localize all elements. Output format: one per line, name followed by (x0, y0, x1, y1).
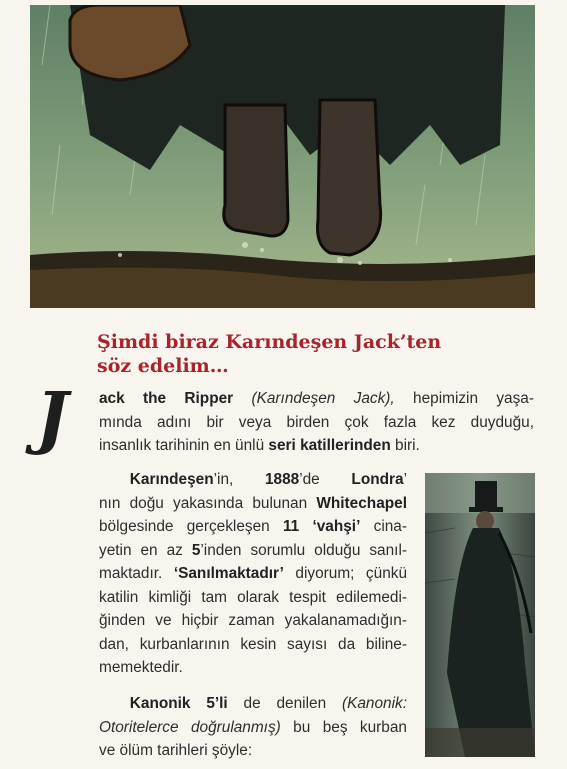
comic-illustration-side (425, 473, 535, 757)
italic-text: (Karındeşen Jack), (251, 390, 395, 407)
intro-line: mında adını bir veya birden çok fazla kez duyduğu, (99, 413, 534, 431)
intro-paragraph (99, 387, 534, 458)
body-line: bölgesinde gerçekleşen 11 ‘vahşi’ cina- (99, 518, 407, 535)
intro-line: insanlık tarihinin en ünlü seri katillerinden biri. (99, 437, 420, 454)
heading-line-2: söz edelim… (97, 355, 229, 377)
bold-text: seri katillerinden (268, 437, 391, 454)
heading-line-1: Şimdi biraz Karındeşen Jack’ten (97, 331, 442, 353)
body-line: yetin en az 5’inden sorumlu olduğu sanıl- (99, 541, 407, 559)
body-line: dan, kurbanlarının kesin sayısı da biline- (99, 635, 407, 653)
section-heading (97, 330, 517, 378)
bold-text: ack the Ripper (99, 390, 234, 407)
body-line: ve ölüm tarihleri şöyle: (99, 742, 253, 759)
intro-line: ack the Ripper (Karındeşen Jack), hepimizin yaşa- (99, 390, 534, 407)
body-line: ğinden ve hiçbir zaman yakalanamadığın- (99, 612, 407, 629)
body-line: nın doğu yakasında bulunan Whitechapel (99, 494, 407, 512)
drop-cap-letter: J (36, 378, 69, 458)
body-line: Otoritelerce doğrulanmış) bu beş kurban (99, 718, 407, 736)
top-hat-figure-illustration (425, 473, 535, 757)
body-line: maktadır. ‘Sanılmaktadır’ diyorum; çünkü (99, 565, 408, 582)
comic-illustration-top (30, 5, 535, 308)
body-paragraph-2 (99, 468, 407, 680)
body-paragraph-3 (99, 692, 407, 763)
body-line: Kanonik 5’li de denilen (Kanonik: (129, 695, 407, 712)
body-line: katilin kimliği tam olarak tespit edilemedi- (99, 588, 407, 606)
legs-walking-illustration (30, 5, 535, 308)
body-line: Karındeşen’in, 1888’de Londra’ (129, 471, 407, 488)
body-line: memektedir. (99, 659, 183, 676)
